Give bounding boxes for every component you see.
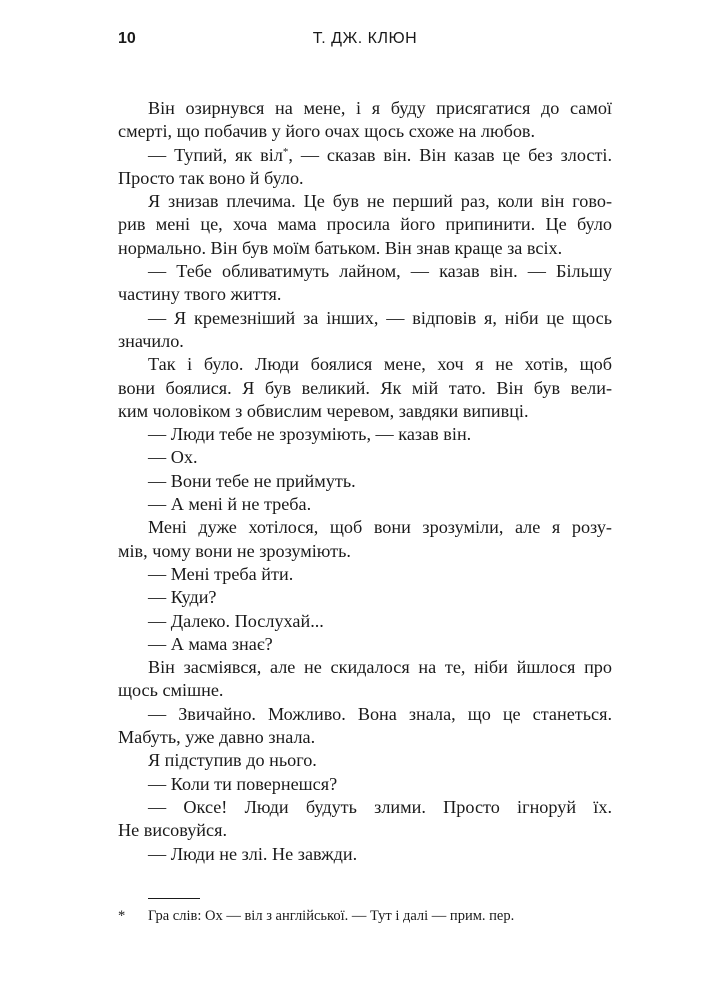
text-line-content: щось смішне. <box>118 680 224 701</box>
text-line <box>118 470 612 493</box>
footnote-reference: * <box>282 145 289 158</box>
text-line <box>118 610 612 633</box>
text-line-content: нормально. Він був моїм батьком. Він знав краще за всіх. <box>118 237 563 258</box>
text-line <box>118 120 612 143</box>
text-line <box>118 330 612 353</box>
text-line <box>118 213 612 236</box>
text-line-content: — Мені треба йти. <box>148 563 294 584</box>
text-line <box>118 400 612 423</box>
text-line <box>118 260 612 283</box>
text-line-content: Він озирнувся на мене, і я буду присягатися до самої <box>148 98 612 118</box>
text-line-content: — Люди тебе не зрозуміють, — казав він. <box>148 424 472 445</box>
text-line <box>118 377 612 400</box>
text-line <box>118 540 612 563</box>
book-author-header: Т. ДЖ. КЛЮН <box>312 30 418 47</box>
text-line-content: Я знизав плечима. Це був не перший раз, коли він гово- <box>148 191 612 212</box>
text-line-content: — Ох. <box>148 447 198 468</box>
text-line-content: — Звичайно. Можливо. Вона знала, що це станеться. <box>148 703 612 724</box>
text-line <box>118 843 612 866</box>
text-line-content: — Люди не злі. Не завжди. <box>148 843 358 864</box>
text-line <box>118 190 612 213</box>
text-line <box>118 97 612 120</box>
text-line <box>118 656 612 679</box>
footnote <box>118 907 612 925</box>
text-line-content: — А мені й не треба. <box>148 494 312 515</box>
page-number: 10 <box>118 30 136 47</box>
text-line-content: частину твого життя. <box>118 284 282 305</box>
text-line-content: Мабуть, уже давно знала. <box>118 727 316 748</box>
text-line-content: значило. <box>118 330 184 351</box>
text-line-content: — Вони тебе не приймуть. <box>148 470 356 491</box>
text-line <box>118 586 612 609</box>
text-line-content: — Тупий, як віл <box>148 144 283 165</box>
text-line <box>118 819 612 842</box>
text-line-content: — Коли ти повернешся? <box>148 773 338 794</box>
running-head <box>118 30 612 54</box>
text-line <box>118 237 612 260</box>
text-line-content: смерті, що побачив у його очах щось схоже на любов. <box>118 121 536 142</box>
text-line <box>118 144 612 167</box>
footnote-text: Гра слів: Ох — віл з англійської. — Тут і далі — прим. пер. <box>148 908 515 924</box>
text-line <box>118 796 612 819</box>
text-line <box>118 516 612 539</box>
text-line <box>118 703 612 726</box>
text-line <box>118 167 612 190</box>
text-line-content: — Я кремезніший за інших, — відповів я, ніби це щось <box>148 307 612 328</box>
text-line-content: — Тебе обливатимуть лайном, — казав він. — Більшу <box>148 261 612 282</box>
text-line-content: вони боялися. Я був великий. Як мій тато. Він був вели- <box>118 377 612 398</box>
text-line-content: ким чоловіком з обвислим черевом, завдяки випивці. <box>118 400 529 421</box>
text-line-content: — Куди? <box>148 587 217 608</box>
text-line-content: Мені дуже хотілося, щоб вони зрозуміли, але я розу- <box>148 517 612 538</box>
text-line-content: рив мені це, хоча мама просила його припинити. Це було <box>118 214 612 235</box>
text-line <box>118 493 612 516</box>
text-line-content: — Оксе! Люди будуть злими. Просто ігноруй їх. <box>148 796 612 817</box>
text-line <box>118 307 612 330</box>
text-line <box>118 446 612 469</box>
text-line-content: Я підступив до нього. <box>148 750 317 771</box>
text-line <box>118 726 612 749</box>
text-line <box>118 749 612 772</box>
text-line-continuation: , — сказав він. Він казав це без злості. <box>288 144 613 165</box>
text-line <box>118 283 612 306</box>
body-text <box>118 97 612 866</box>
text-line-content: мів, чому вони не зрозуміють. <box>118 540 351 561</box>
text-line-content: Просто так воно й було. <box>118 167 304 188</box>
footnote-rule <box>148 898 200 899</box>
text-line <box>118 633 612 656</box>
text-line <box>118 563 612 586</box>
text-line <box>118 353 612 376</box>
text-line-content: — А мама знає? <box>148 633 273 654</box>
footnote-marker: * <box>118 908 126 924</box>
text-line <box>118 679 612 702</box>
text-line-content: Він засміявся, але не скидалося на те, ніби йшлося про <box>148 657 612 678</box>
text-line <box>118 773 612 796</box>
text-line-content: Так і було. Люди боялися мене, хоч я не хотів, щоб <box>148 354 612 375</box>
text-line <box>118 423 612 446</box>
text-line-content: — Далеко. Послухай... <box>148 610 324 631</box>
text-line-content: Не висовуйся. <box>118 820 228 841</box>
